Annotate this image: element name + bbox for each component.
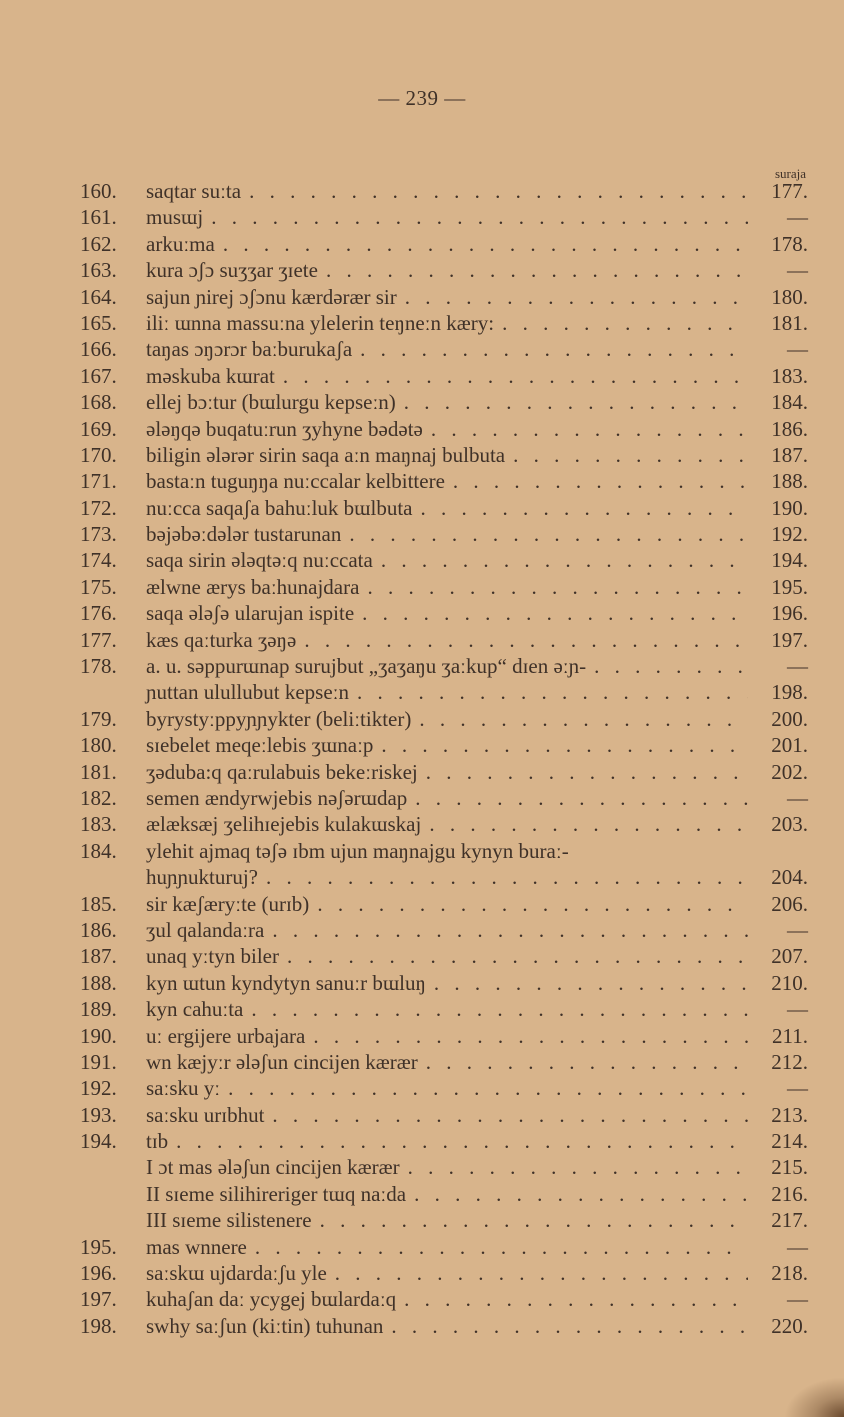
toc-entry: [80, 785, 808, 811]
entry-title: semen ændyrwjebis nəʃərɯdap: [146, 785, 408, 810]
toc-entry: [80, 653, 808, 679]
entry-number: 170.: [80, 442, 117, 467]
toc-entry: [80, 864, 808, 890]
entry-title: saːskɯ ujdardaːʃu yle: [146, 1261, 327, 1286]
toc-entry: [80, 970, 808, 996]
entry-title: ələŋqə buqatuːrun ʒyhyne bədətə: [146, 416, 423, 441]
toc-entry: [80, 442, 808, 468]
entry-page: —: [787, 785, 808, 810]
entry-number: 171.: [80, 469, 117, 494]
entry-title: kyn cahuːta: [146, 997, 244, 1022]
entry-title: wn kæjyːr ələʃun cincijen kærær: [146, 1049, 418, 1074]
toc-entry: [80, 706, 808, 732]
entry-page: 183.: [771, 363, 808, 388]
entry-page: 203.: [771, 812, 808, 837]
entry-number: 185.: [80, 891, 117, 916]
toc-entry: [80, 732, 808, 758]
dot-leader: [502, 310, 748, 336]
entry-title: kyn ɯtun kyndytyn sanuːr bɯluŋ: [146, 970, 426, 995]
entry-page: 210.: [771, 970, 808, 995]
toc-entry: [80, 468, 808, 494]
entry-number: 175.: [80, 574, 117, 599]
dot-leader: [255, 1234, 748, 1260]
toc-entry: [80, 759, 808, 785]
entry-number: 167.: [80, 363, 117, 388]
dot-leader: [283, 363, 748, 389]
toc-entry: [80, 917, 808, 943]
entry-title: ælwne ærys baːhunajdara: [146, 574, 360, 599]
toc-entry: [80, 679, 808, 705]
entry-number: 188.: [80, 970, 117, 995]
dot-leader: [272, 917, 748, 943]
entry-page: 195.: [771, 574, 808, 599]
toc-entry: [80, 1181, 808, 1207]
dot-leader: [431, 416, 748, 442]
entry-number: 168.: [80, 390, 117, 415]
entry-title: mas wnnere: [146, 1234, 247, 1259]
entry-number: 174.: [80, 548, 117, 573]
entry-number: 187.: [80, 944, 117, 969]
dot-leader: [304, 627, 748, 653]
entry-title: unaq yːtyn biler: [146, 944, 279, 969]
entry-number: 183.: [80, 812, 117, 837]
dot-leader: [513, 442, 748, 468]
entry-title: huɲɲukturuj?: [146, 865, 258, 890]
entry-page: 194.: [771, 548, 808, 573]
toc-entry: [80, 1102, 808, 1128]
entry-page: 178.: [771, 231, 808, 256]
entry-number: 177.: [80, 627, 117, 652]
entry-page: —: [787, 258, 808, 283]
entry-title: saqa ələʃə ularujan ispite: [146, 601, 355, 626]
entry-title: sajun ɲirej ɔʃɔnu kærdərær sir: [146, 284, 397, 309]
toc-entry: [80, 310, 808, 336]
entry-page: —: [787, 654, 808, 679]
dot-leader: [419, 706, 748, 732]
toc-entry: [80, 811, 808, 837]
entry-page: 186.: [771, 416, 808, 441]
entry-title: uː ergijere urbajara: [146, 1023, 306, 1048]
entry-title: kura ɔʃɔ suʒʒar ʒɪete: [146, 258, 318, 283]
toc-entry: [80, 943, 808, 969]
toc-entry: [80, 1313, 808, 1339]
entry-page: —: [787, 1287, 808, 1312]
entry-title: arkuːma: [146, 231, 215, 256]
entry-title: saːsku urɪbhut: [146, 1102, 265, 1127]
dot-leader: [408, 1154, 748, 1180]
entry-title: saːsku yː: [146, 1076, 221, 1101]
dot-leader: [266, 864, 748, 890]
entry-number: 195.: [80, 1234, 117, 1259]
dot-leader: [594, 653, 748, 679]
toc-entry: [80, 1154, 808, 1180]
dot-leader: [313, 1023, 748, 1049]
entry-number: 173.: [80, 522, 117, 547]
dot-leader: [426, 759, 748, 785]
toc-entry: [80, 521, 808, 547]
entry-number: 166.: [80, 337, 117, 362]
entry-number: 181.: [80, 759, 117, 784]
entry-page: 200.: [771, 706, 808, 731]
entry-title: bastaːn tuguŋŋa nuːccalar kelbittere: [146, 469, 445, 494]
toc-entry: [80, 1049, 808, 1075]
entry-title: bəjəbəːdələr tustarunan: [146, 522, 342, 547]
entry-number: 194.: [80, 1129, 117, 1154]
toc-entry: [80, 891, 808, 917]
entry-number: 184.: [80, 838, 117, 863]
dot-leader: [251, 996, 748, 1022]
entry-title: biligin ələrər sirin saqa aːn maŋnaj bulbuta: [146, 442, 506, 467]
toc-entry: [80, 1128, 808, 1154]
entry-title: saqa sirin ələqtəːq nuːccata: [146, 548, 373, 573]
entry-page: 184.: [771, 390, 808, 415]
entry-page: 177.: [771, 179, 808, 203]
dot-leader: [320, 1207, 748, 1233]
dot-leader: [414, 1181, 748, 1207]
dot-leader: [434, 970, 748, 996]
entry-page: 197.: [771, 627, 808, 652]
entry-number: 198.: [80, 1313, 117, 1338]
entry-title: sir kæʃæryːte (urɪb): [146, 891, 310, 916]
toc-entry: [80, 838, 808, 864]
entry-title: taŋas ɔŋɔrɔr baːburukaʃa: [146, 337, 353, 362]
dot-leader: [381, 732, 748, 758]
entry-title: ʒəduba:q qaːrulabuis bekeːriskej: [146, 759, 418, 784]
entry-title: məskuba kɯrat: [146, 363, 275, 388]
entry-number: 169.: [80, 416, 117, 441]
entry-number: 180.: [80, 733, 117, 758]
toc-entry: [80, 1260, 808, 1286]
entry-page: 215.: [771, 1155, 808, 1180]
dot-leader: [317, 891, 748, 917]
dot-leader: [272, 1102, 748, 1128]
entry-number: 165.: [80, 310, 117, 335]
entry-page: 187.: [771, 442, 808, 467]
dot-leader: [249, 178, 748, 204]
entry-page: 192.: [771, 522, 808, 547]
dot-leader: [405, 284, 748, 310]
entry-title: nuːcca saqaʃa bahuːluk bɯlbuta: [146, 495, 413, 520]
dot-leader: [404, 389, 748, 415]
entry-title: iliː ɯnna massuːna ylelerin teŋneːn kæry:: [146, 310, 495, 335]
entry-page: —: [787, 997, 808, 1022]
entry-title: tɪb: [146, 1129, 169, 1154]
entry-title: swhy saːʃun (kiːtin) tuhunan: [146, 1313, 384, 1338]
entry-number: 193.: [80, 1102, 117, 1127]
entry-page: 220.: [771, 1313, 808, 1338]
toc-entry: [80, 284, 808, 310]
entry-page: 217.: [771, 1208, 808, 1233]
entry-number: 189.: [80, 997, 117, 1022]
entry-page: 213.: [771, 1102, 808, 1127]
entry-number: 176.: [80, 601, 117, 626]
entry-number: 160.: [80, 179, 117, 203]
toc-entry: [80, 495, 808, 521]
entry-number: 164.: [80, 284, 117, 309]
dot-leader: [287, 943, 748, 969]
entry-title: ʒul qalandaːra: [146, 917, 265, 942]
entry-title: sɪebelet meqeːlebis ʒɯnaːp: [146, 733, 374, 758]
entry-number: 162.: [80, 231, 117, 256]
entry-page: —: [787, 1076, 808, 1101]
dot-leader: [228, 1075, 748, 1101]
entry-page: 206.: [771, 891, 808, 916]
entry-page: 211.: [772, 1023, 808, 1048]
entry-number: 179.: [80, 706, 117, 731]
entry-title: I ɔt mas ələʃun cincijen kærær: [146, 1155, 400, 1180]
dot-leader: [360, 336, 748, 362]
entry-page: 218.: [771, 1261, 808, 1286]
entry-page: 207.: [771, 944, 808, 969]
entry-page: 214.: [771, 1129, 808, 1154]
entry-page: 181.: [771, 310, 808, 335]
entry-number: 190.: [80, 1023, 117, 1048]
toc-entry: [80, 389, 808, 415]
entry-page: 188.: [771, 469, 808, 494]
toc-entry: [80, 600, 808, 626]
dot-leader: [381, 547, 748, 573]
entry-number: 191.: [80, 1049, 117, 1074]
toc-entry: [80, 1075, 808, 1101]
entry-page: —: [787, 1234, 808, 1259]
entry-title: musɯj: [146, 205, 204, 230]
toc-entry: [80, 1207, 808, 1233]
entry-title: ælæksæj ʒelihɪejebis kulakɯskaj: [146, 812, 422, 837]
toc-entry: [80, 178, 808, 204]
entry-number: 186.: [80, 917, 117, 942]
entry-page: 190.: [771, 495, 808, 520]
dot-leader: [429, 811, 748, 837]
entry-number: 197.: [80, 1287, 117, 1312]
entry-page: 180.: [771, 284, 808, 309]
dot-leader: [223, 231, 748, 257]
entry-page: —: [787, 337, 808, 362]
entry-number: 182.: [80, 785, 117, 810]
dot-leader: [349, 521, 748, 547]
toc-entry: [80, 996, 808, 1022]
dot-leader: [326, 257, 748, 283]
dot-leader: [421, 495, 749, 521]
entry-title: ylehit ajmaq təʃə ɪbm ujun maŋnajgu kynyn buraː-: [146, 838, 569, 863]
entry-page: —: [787, 917, 808, 942]
dot-leader: [176, 1128, 748, 1154]
toc-entry: [80, 627, 808, 653]
entry-title: kæs qaːturka ʒəŋə: [146, 627, 297, 652]
toc-entry: [80, 1234, 808, 1260]
dot-leader: [415, 785, 748, 811]
dot-leader: [335, 1260, 748, 1286]
entry-number: 196.: [80, 1261, 117, 1286]
toc-entry: [80, 1286, 808, 1312]
entry-title: III sɪeme silistenere: [146, 1208, 312, 1233]
entry-title: kuhaʃan daː ycygej bɯlardaːq: [146, 1287, 397, 1312]
toc-entry: [80, 204, 808, 230]
toc-entry: [80, 363, 808, 389]
entry-number: 163.: [80, 258, 117, 283]
entry-title: a. u. səppurɯnap surujbut „ʒaʒaŋu ʒaːkup“ dɪen əːɲ-: [146, 654, 587, 679]
entry-title: ellej bɔːtur (bɯlurgu kepseːn): [146, 390, 396, 415]
toc-entry: [80, 336, 808, 362]
entry-page: 201.: [771, 733, 808, 758]
entry-page: 202.: [771, 759, 808, 784]
entry-number: 178.: [80, 654, 117, 679]
entry-number: 161.: [80, 205, 117, 230]
dot-leader: [211, 204, 748, 230]
entry-page: 216.: [771, 1181, 808, 1206]
toc-entry: [80, 416, 808, 442]
table-of-contents: [80, 178, 808, 1339]
page-number: — 239 —: [378, 86, 466, 110]
entry-page: 204.: [771, 865, 808, 890]
dot-leader: [453, 468, 748, 494]
entry-page: —: [787, 205, 808, 230]
entry-page: 196.: [771, 601, 808, 626]
entry-title: ɲuttan ulullubut kepseːn: [146, 680, 349, 705]
toc-entry: [80, 547, 808, 573]
entry-page: 198.: [771, 680, 808, 705]
page-stain: [784, 1377, 844, 1417]
dot-leader: [367, 574, 748, 600]
toc-entry: [80, 1023, 808, 1049]
entry-page: 212.: [771, 1049, 808, 1074]
toc-entry: [80, 574, 808, 600]
entry-number: 192.: [80, 1076, 117, 1101]
entry-title: saqtar suːta: [146, 179, 242, 203]
entry-title: byrystyːppyɲɲykter (beliːtikter): [146, 706, 412, 731]
dot-leader: [357, 679, 748, 705]
dot-leader: [404, 1286, 748, 1312]
dot-leader: [426, 1049, 748, 1075]
dot-leader: [362, 600, 748, 626]
toc-entry: [80, 257, 808, 283]
entry-number: 172.: [80, 495, 117, 520]
entry-title: II sɪeme silihireriger tɯq naːda: [146, 1181, 407, 1206]
column-header-page: suraja: [774, 166, 806, 181]
toc-entry: [80, 231, 808, 257]
dot-leader: [391, 1313, 748, 1339]
